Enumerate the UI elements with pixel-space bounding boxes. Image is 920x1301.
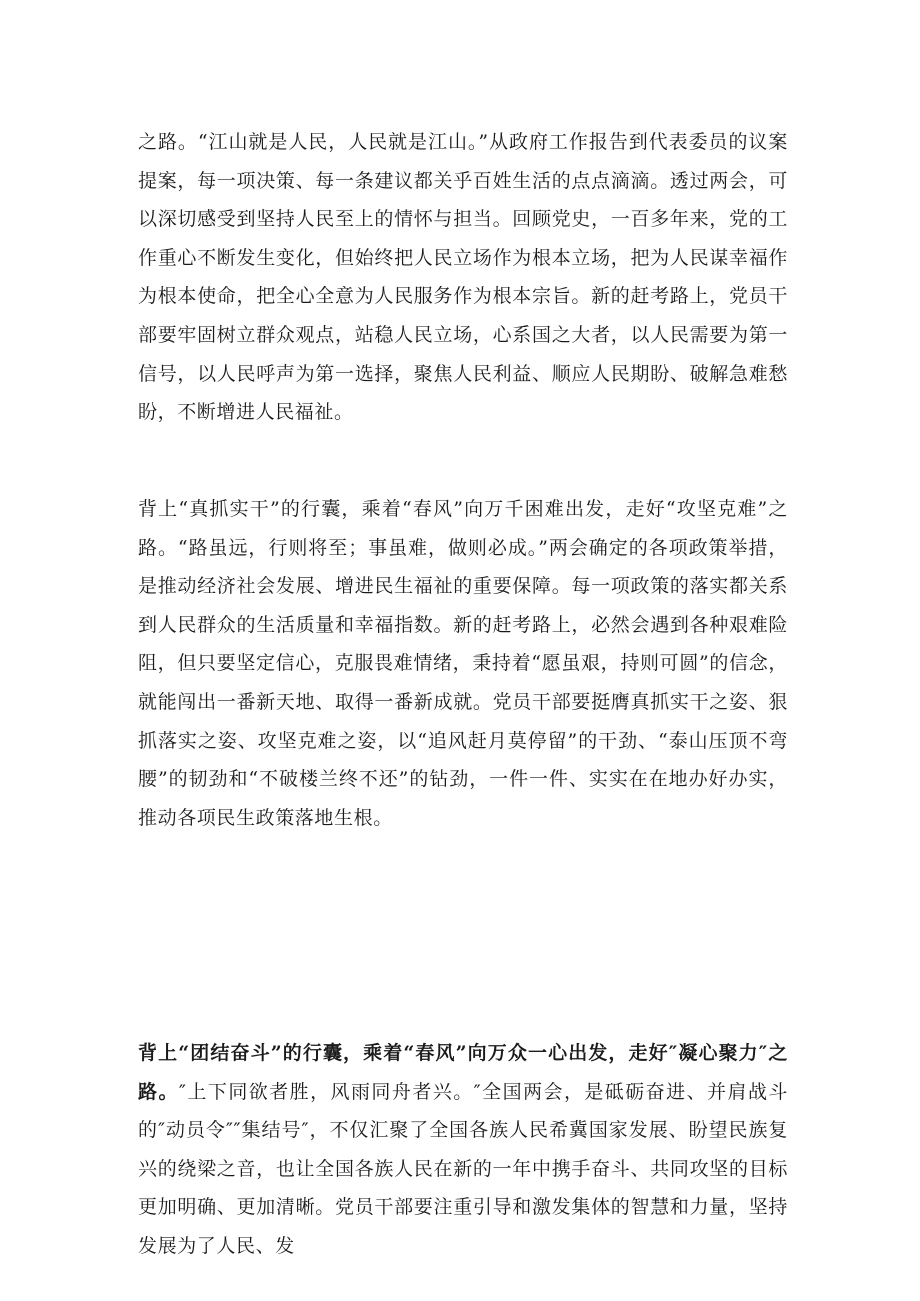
paragraph-3-lead: 背上“团结奋斗”的行囊，乘着“春风”向万众一心出发，走好″凝心聚力″之路。 — [138, 1042, 788, 1103]
paragraph-1-text: 之路。“江山就是人民，人民就是江山。”从政府工作报告到代表委员的议案提案，每一项决策、每一条建议都关乎百姓生活的点点滴滴。透过两会，可以深切感受到坚持人民至上的情怀与担当。回顾党史，一百多年来，党的工作重心不断发生变化，但始终把人民立场作为根本立场，把为人民谋幸福作为根本使命，把全心全意为人民服务作为根本宗旨。新的赶考路上，党员干部要牢固树立群众观点，站稳人民立场，心系国之大者，以人民需要为第一信号，以人民呼声为第一选择，聚焦人民利益、顺应人民期盼、破解急难愁盼，不断增进人民福祉。 — [138, 131, 788, 424]
paragraph-2-text: 背上“真抓实干”的行囊，乘着“春风”向万千困难出发，走好“攻坚克难”之路。“路虽远，行则将至；事虽难，做则必成。”两会确定的各项政策举措，是推动经济社会发展、增进民生福祉的重要保障。每一项政策的落实都关系到人民群众的生活质量和幸福指数。新的赶考路上，必然会遇到各种艰难险阻，但只要坚定信心，克服畏难情绪，秉持着“愿虽艰，持则可圆”的信念，就能闯出一番新天地、取得一番新成就。党员干部要挺膺真抓实干之姿、狠抓落实之姿、攻坚克难之姿，以“追风赶月莫停留”的干劲、“泰山压顶不弯腰”的韧劲和“不破楼兰终不还”的钻劲，一件一件、实实在在地办好办实，推动各项民生政策落地生根。 — [138, 498, 788, 829]
paragraph-3 — [138, 1034, 788, 1266]
paragraph-3-text: ″上下同欲者胜，风雨同舟者兴。″全国两会，是砥砺奋进、并肩战斗的″动员令″″集结号″，不仅汇聚了全国各族人民希冀国家发展、盼望民族复兴的绕梁之音，也让全国各族人民在新的一年中携手奋斗、共同攻坚的目标更加明确、更加清晰。党员干部要注重引导和激发集体的智慧和力量，坚持发展为了人民、发 — [138, 1080, 788, 1257]
paragraph-2 — [138, 490, 788, 837]
paragraph-1 — [138, 123, 788, 432]
